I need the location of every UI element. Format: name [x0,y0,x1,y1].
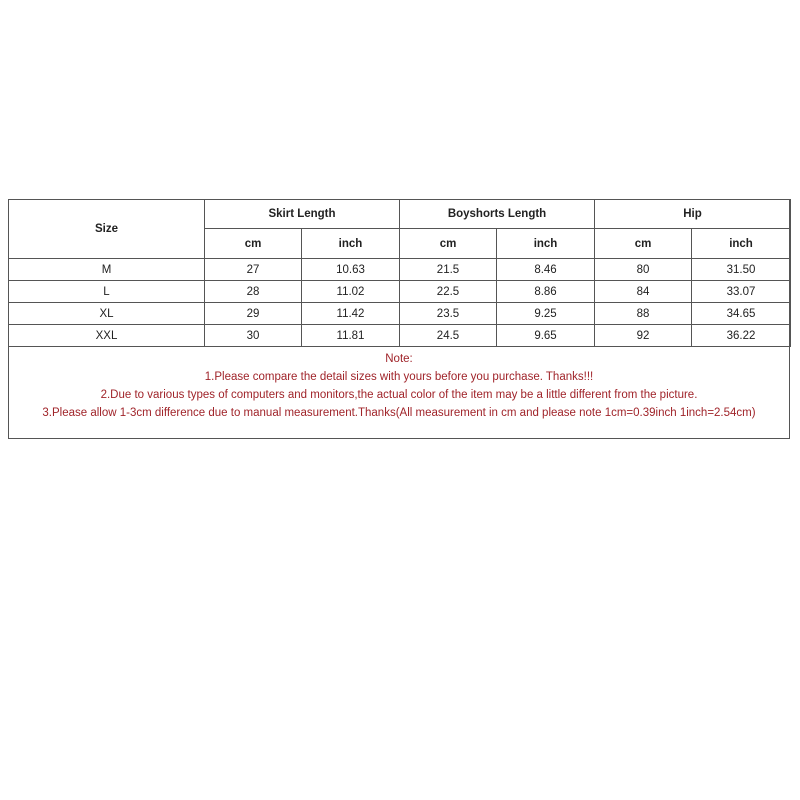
table-cell: 36.22 [692,325,791,347]
size-table [8,199,791,347]
table-cell: 33.07 [692,281,791,303]
table-cell: 9.65 [497,325,595,347]
note-line: 2.Due to various types of computers and monitors,the actual color of the item may be a little different from the picture. [100,389,698,401]
table-cell: 84 [595,281,692,303]
unit-header: inch [302,229,400,259]
size-header: Size [9,200,205,259]
table-cell: 8.86 [497,281,595,303]
table-cell: 80 [595,259,692,281]
hip-header: Hip [595,200,791,229]
unit-header: inch [497,229,595,259]
boyshorts-length-header: Boyshorts Length [400,200,595,229]
size-cell: XL [9,303,205,325]
table-cell: 34.65 [692,303,791,325]
note-title: Note: [385,353,413,365]
table-row [9,259,791,281]
table-row [9,325,791,347]
skirt-length-header: Skirt Length [205,200,400,229]
notes-section [9,350,789,422]
table-cell: 9.25 [497,303,595,325]
table-cell: 24.5 [400,325,497,347]
note-line: 1.Please compare the detail sizes with yours before you purchase. Thanks!!! [204,371,594,383]
table-cell: 28 [205,281,302,303]
table-cell: 11.02 [302,281,400,303]
table-cell: 8.46 [497,259,595,281]
table-cell: 22.5 [400,281,497,303]
size-cell: M [9,259,205,281]
table-cell: 11.81 [302,325,400,347]
unit-header: cm [400,229,497,259]
unit-header: cm [595,229,692,259]
unit-header: inch [692,229,791,259]
table-row [9,303,791,325]
size-chart [8,199,790,439]
size-cell: XXL [9,325,205,347]
table-cell: 27 [205,259,302,281]
table-cell: 30 [205,325,302,347]
size-cell: L [9,281,205,303]
table-cell: 92 [595,325,692,347]
table-cell: 23.5 [400,303,497,325]
table-cell: 10.63 [302,259,400,281]
table-cell: 88 [595,303,692,325]
unit-header: cm [205,229,302,259]
table-cell: 21.5 [400,259,497,281]
table-cell: 11.42 [302,303,400,325]
table-cell: 31.50 [692,259,791,281]
table-row [9,281,791,303]
note-line: 3.Please allow 1-3cm difference due to manual measurement.Thanks(All measurement in cm and please note 1cm=0.39inch 1inch=2.54cm) [42,407,756,419]
table-cell: 29 [205,303,302,325]
group-header-row [9,200,791,229]
